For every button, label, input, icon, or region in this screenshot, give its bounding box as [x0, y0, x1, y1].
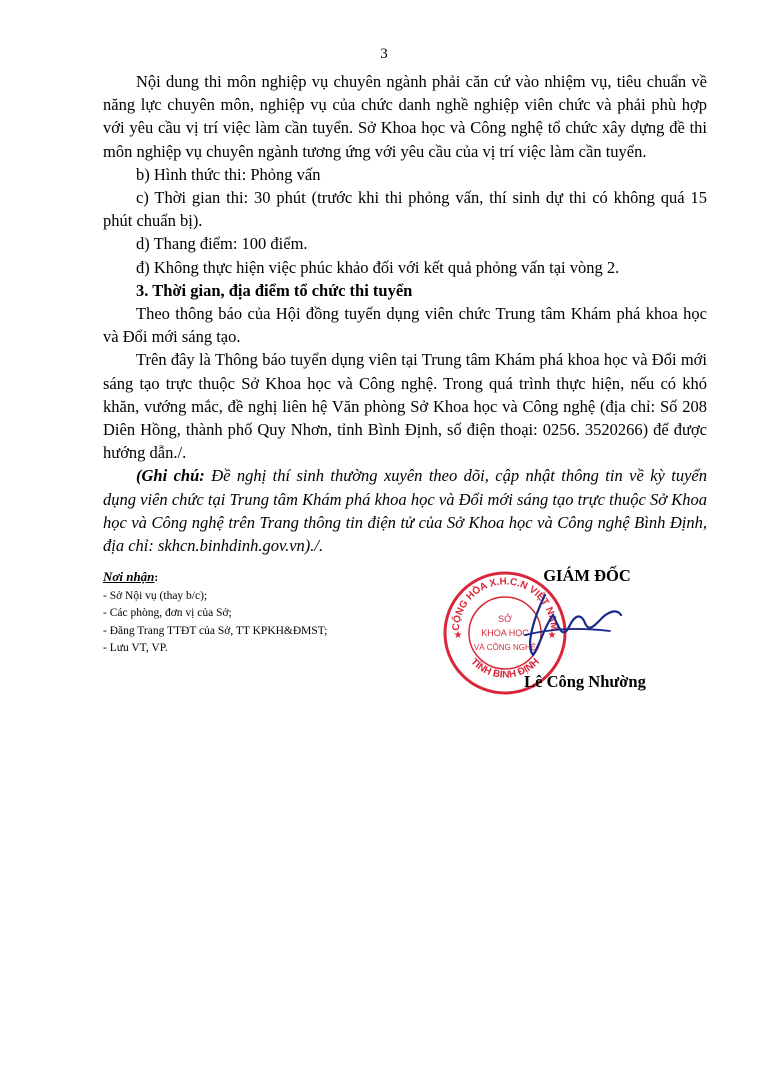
signer-name: Lê Công Nhường [524, 672, 646, 691]
signer-title: GIÁM ĐỐC [543, 566, 631, 585]
note-text: Đề nghị thí sinh thường xuyên theo dõi, cập nhật thông tin về kỳ tuyển dụng viên chức tại Trung tâm Khám phá khoa học và Đổi mới sáng tạo trực thuộc Sở Khoa học và Công nghệ trên Trang thông tin điện tử của Sở Khoa học và Công nghệ Bình Định, địa chỉ: skhcn.binhdinh.gov.vn)./. [103, 466, 707, 556]
seal-bottom-text: TỈNH BÌNH ĐỊNH [468, 656, 542, 681]
seal-star-icon: ★ [547, 630, 557, 641]
recipients-title: Nơi nhận [103, 569, 155, 584]
paragraph-exam-content: Nội dung thi môn nghiệp vụ chuyên ngành phải căn cứ vào nhiệm vụ, tiêu chuẩn về năng lực chuyên môn, nghiệp vụ của chức danh nghề nghiệp viên chức và phải phù hợp với yêu cầu vị trí việc làm cần tuyển. Sở Khoa học và Công nghệ tổ chức xây dựng đề thi môn nghiệp vụ chuyên ngành tương ứng với yêu cầu của vị trí việc làm cần tuyển. [103, 72, 707, 161]
paragraph-exam-time: c) Thời gian thi: 30 phút (trước khi thi phỏng vấn, thí sinh dự thi có không quá 15 phút chuẩn bị). [103, 188, 707, 231]
note-open-paren: ( [136, 466, 142, 486]
recipients-colon: : [154, 572, 159, 584]
note-label: Ghi chú: [141, 466, 205, 486]
document-body [103, 70, 707, 557]
recipient-item: - Lưu VT, VP. [103, 642, 168, 654]
paragraph-no-review: đ) Không thực hiện việc phúc khảo đối với kết quả phỏng vấn tại vòng 2. [136, 257, 620, 277]
recipient-item: - Đăng Trang TTĐT của Sở, TT KPKH&ĐMST; [103, 624, 328, 637]
section-heading-3: 3. Thời gian, địa điểm tổ chức thi tuyển [136, 280, 413, 300]
paragraph-exam-form: b) Hình thức thi: Phỏng vấn [136, 164, 321, 184]
seal-center-line: SỞ [498, 614, 512, 624]
recipient-item: - Sở Nội vụ (thay b/c); [103, 589, 208, 602]
paragraph-closing: Trên đây là Thông báo tuyển dụng viên tại Trung tâm Khám phá khoa học và Đổi mới sáng tạo trực thuộc Sở Khoa học và Công nghệ. Trong quá trình thực hiện, nếu có khó khăn, vướng mắc, đề nghị liên hệ Văn phòng Sở Khoa học và Công nghệ (địa chỉ: Số 208 Diên Hồng, thành phố Quy Nhơn, tỉnh Bình Định, số điện thoại: 0256. 3520266) để được hướng dẫn./. [103, 350, 707, 463]
seal-center-line: KHOA HỌC [481, 628, 529, 638]
handwritten-signature [515, 585, 625, 665]
seal-ring-text: CỘNG HÒA X.H.C.N VIỆT NAM [450, 576, 560, 632]
paragraph-schedule: Theo thông báo của Hội đồng tuyển dụng viên chức Trung tâm Khám phá khoa học và Đổi mới sáng tạo. [103, 304, 707, 347]
note-paragraph [103, 464, 707, 557]
page-number: 3 [380, 46, 388, 62]
seal-star-icon: ★ [453, 630, 463, 641]
paragraph-score-scale: d) Thang điểm: 100 điểm. [136, 234, 308, 254]
recipients-block [103, 568, 403, 658]
seal-center-line: VÀ CÔNG NGHỆ [473, 643, 537, 652]
recipient-item: - Các phòng, đơn vị của Sở; [103, 607, 232, 619]
